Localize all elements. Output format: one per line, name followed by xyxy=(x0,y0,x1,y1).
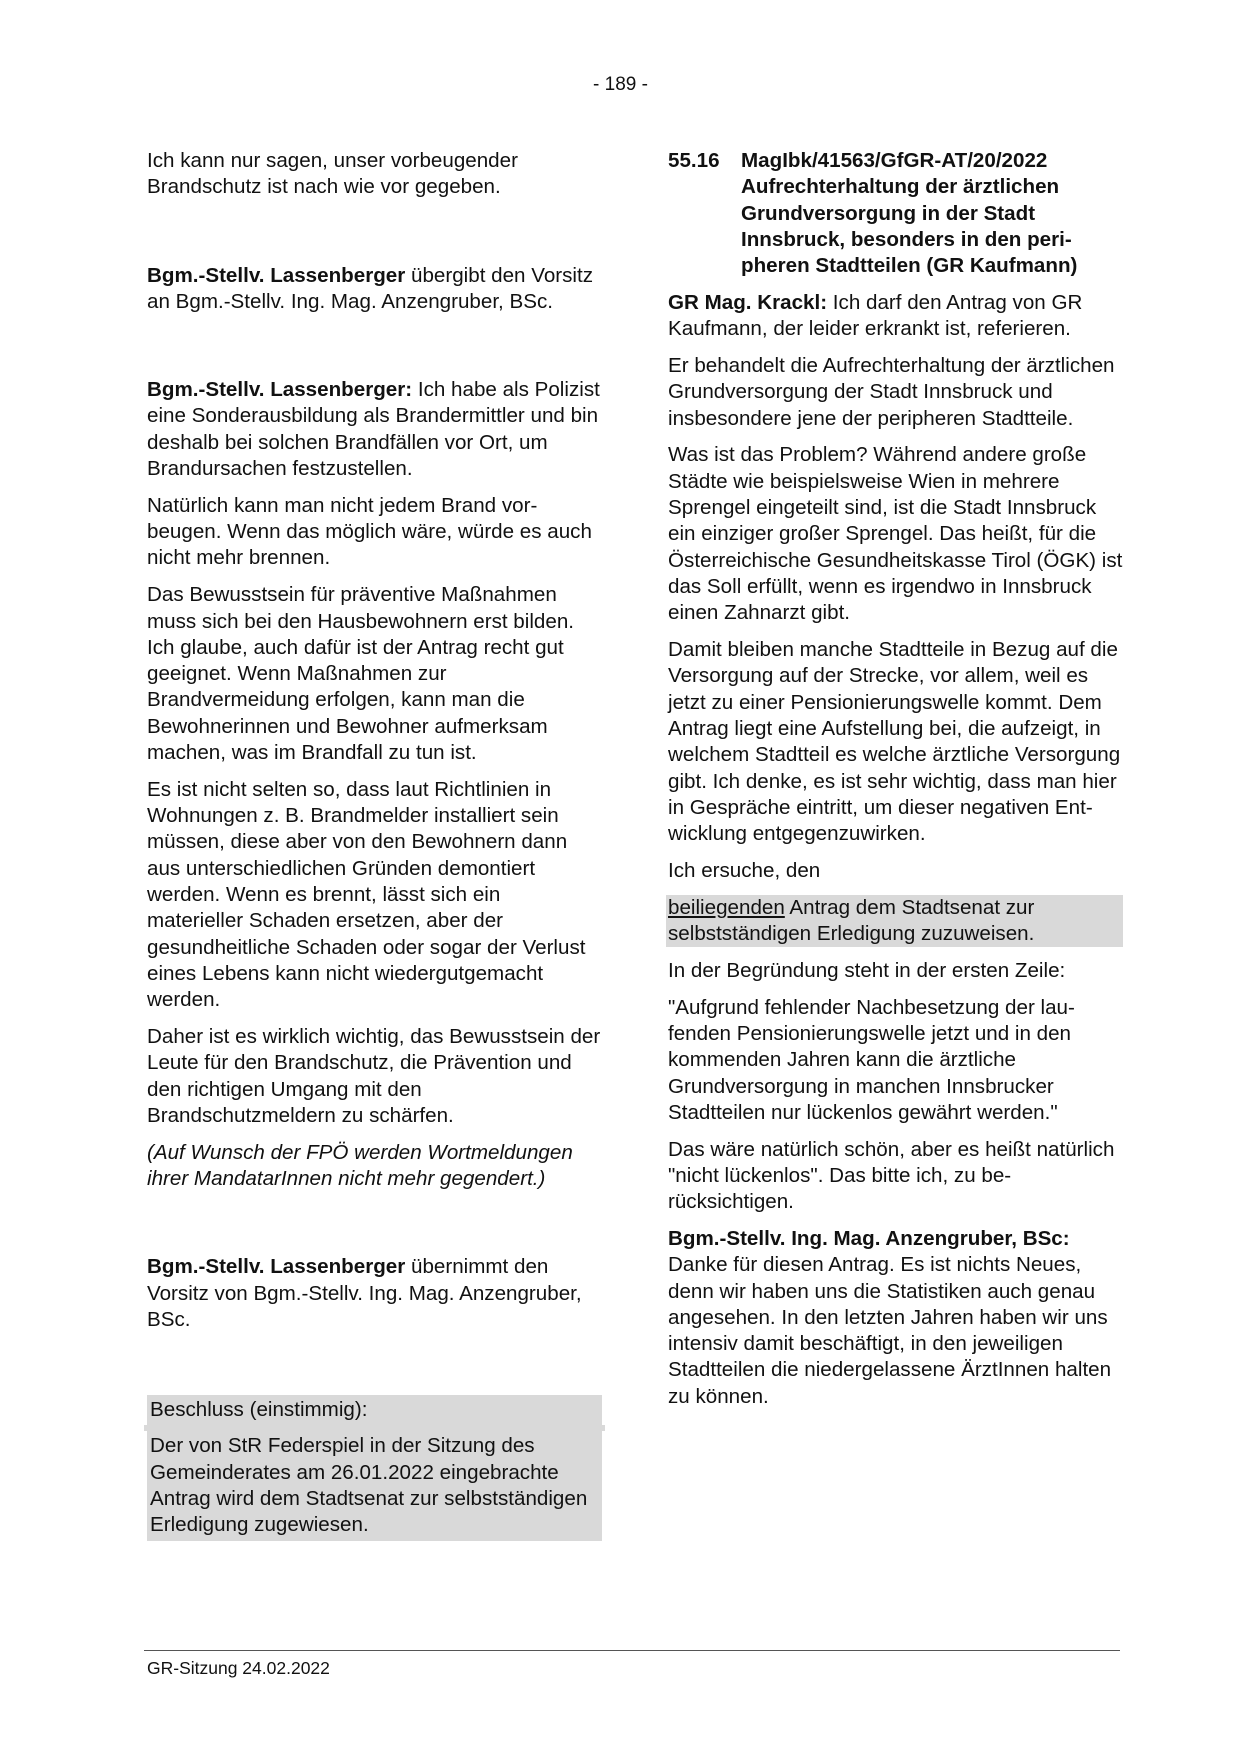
agenda-code: MagIbk/41563/GfGR-AT/20/2022 xyxy=(741,149,1048,172)
quotation: "Aufgrund fehlender Nachbesetzung der laufenden Pensionierungswelle jetzt und in den kommenden Jahren kann die ärztliche Grundversorgung in manchen Innsbrucker Stadtteilen nur lückenlos gewährt werden." xyxy=(668,995,1075,1124)
underlined-word: beiliegenden xyxy=(668,895,785,919)
speech-text: Ich habe als Polizist eine Sonderausbildung als Brandermittler und bin deshalb bei solchen Brandfällen vor Ort, um Brandursachen festzustellen. xyxy=(147,378,600,481)
right-column xyxy=(668,148,1123,1410)
motion-text xyxy=(666,895,1123,948)
editorial-note: (Auf Wunsch der FPÖ werden Wortmeldungen ihrer MandatarInnen nicht mehr gegendert.) xyxy=(147,1140,573,1190)
paragraph: Was ist das Problem? Während andere große Städte wie beispielsweise Wien in mehrere Sprengel eingeteilt sind, ist die Stadt Innsbruck ein einziger großer Sprengel. Das heißt, für die Österreichische Gesundheitskasse Tirol (ÖGK) ist das Soll erfüllt, wenn es irgendwo in Innsbruck einen Zahnarzt gibt. xyxy=(668,443,1123,625)
speaker-name: Bgm.-Stellv. Lassenberger xyxy=(147,263,406,287)
left-column xyxy=(147,148,602,1541)
speaker-name: Bgm.-Stellv. Ing. Mag. Anzengruber, BSc: xyxy=(668,1226,1070,1250)
resolution-label: Beschluss (einstimmig): xyxy=(147,1395,602,1425)
speech-text: Danke für diesen Antrag. Es ist nichts Neues, denn wir haben uns die Statistiken auch genau angesehen. In den letzten Jahren haben wir uns intensiv damit beschäftigt, in den jeweiligen Stadtteilen die niedergelassene ÄrztInnen halten zu können. xyxy=(668,1253,1112,1408)
speaker-name: Bgm.-Stellv. Lassenberger: xyxy=(147,378,413,402)
paragraph: Damit bleiben manche Stadtteile in Bezug auf die Versorgung auf der Strecke, vor allem, weil es jetzt zu einer Pensionierungswelle kommt. Dem Antrag liegt eine Aufstellung bei, die aufzeigt, in welchem Stadtteil es welche ärztliche Versorgung gibt. Ich denke, es ist sehr wichtig, dass man hier in Gespräche eintritt, um dieser negativen Entwicklung entgegenzuwirken. xyxy=(668,638,1121,846)
paragraph: Natürlich kann man nicht jedem Brand vorbeugen. Wenn das möglich wäre, würde es auch nicht mehr brennen. xyxy=(147,493,592,570)
speaker-note xyxy=(147,263,602,316)
speech xyxy=(147,377,602,482)
motion-rest: Antrag dem Stadtsenat zur selbstständigen Erledigung zuzuweisen. xyxy=(668,895,1035,946)
paragraph: Es ist nicht selten so, dass laut Richtlinien in Wohnungen z. B. Brandmelder installiert sein müssen, diese aber von den Bewohnern dann aus unterschiedlichen Gründen demontiert werden. Wenn es brennt, lässt sich ein materieller Schaden ersetzen, aber der gesundheitliche Schaden oder sogar der Verlust eines Lebens kann nicht wiedergutgemacht werden. xyxy=(147,777,586,1012)
paragraph: Daher ist es wirklich wichtig, das Bewusstsein der Leute für den Brandschutz, die Prävention und den richtigen Umgang mit den Brandschutzmeldern zu schärfen. xyxy=(147,1025,601,1127)
speech xyxy=(668,1226,1123,1410)
speaker-name: Bgm.-Stellv. Lassenberger xyxy=(147,1255,406,1279)
paragraph: Das wäre natürlich schön, aber es heißt natürlich "nicht lückenlos". Das bitte ich, zu berücksichtigen. xyxy=(668,1137,1115,1214)
speaker-note xyxy=(147,1254,602,1333)
footer: GR-Sitzung 24.02.2022 xyxy=(147,1658,330,1678)
agenda-title: Aufrechterhaltung der ärztlichen Grundversorgung in der Stadt Innsbruck, besonders in den peripheren Stadtteilen (GR Kaufmann) xyxy=(741,175,1078,278)
paragraph: Das Bewusstsein für präventive Maßnahmen muss sich bei den Hausbewohnern erst bilden. Ich glaube, auch dafür ist der Antrag recht gut geeignet. Wenn Maßnahmen zur Brandvermeidung erfolgen, kann man die Bewohnerinnen und Bewohner aufmerksam machen, was im Brandfall zu tun ist. xyxy=(147,583,574,765)
paragraph: Er behandelt die Aufrechterhaltung der ärztlichen Grundversorgung der Stadt Innsbruck und insbesondere jene der peripheren Stadtteile. xyxy=(668,354,1115,430)
note-text: übernimmt den Vorsitz von Bgm.-Stellv. Ing. Mag. Anzengruber, BSc. xyxy=(147,1255,582,1331)
page-number: - 189 - xyxy=(593,74,648,95)
note-text: übergibt den Vorsitz an Bgm.-Stellv. Ing. Mag. Anzengruber, BSc. xyxy=(147,263,594,313)
paragraph: Ich kann nur sagen, unser vorbeugender Brandschutz ist nach wie vor gegeben. xyxy=(147,149,518,199)
footer-divider xyxy=(144,1650,1120,1651)
paragraph: In der Begründung steht in der ersten Zeile: xyxy=(668,958,1066,982)
agenda-number: 55.16 xyxy=(668,149,720,172)
paragraph: Ich ersuche, den xyxy=(668,858,821,882)
resolution-text: Der von StR Federspiel in der Sitzung des Gemeinderates am 26.01.2022 eingebrachte Antrag wird dem Stadtsenat zur selbstständigen Erledigung zugewiesen. xyxy=(147,1431,602,1540)
speech-text: Ich darf den Antrag von GR Kaufmann, der leider erkrankt ist, referieren. xyxy=(668,290,1083,341)
speaker-name: GR Mag. Krackl: xyxy=(668,290,828,314)
speech xyxy=(668,290,1123,343)
agenda-heading xyxy=(668,148,1123,174)
